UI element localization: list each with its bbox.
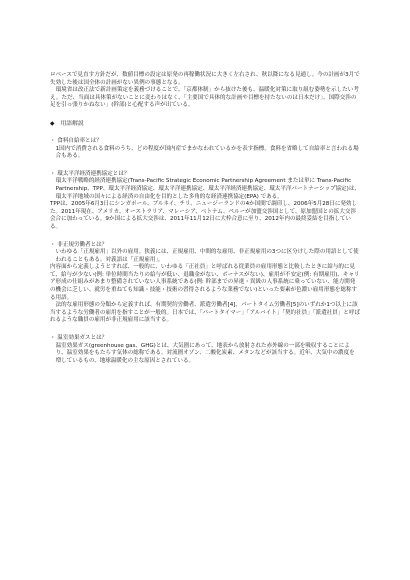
term-heading: ・ 環太平洋経済連携協定とは？ (50, 170, 130, 177)
term-body-content: 内容面から定義しようとすれば、一般的に、いわゆる「正社員」と呼ばれる従業員の雇用形態と比較したときに給与的に見て、給与が少ない(例: 単位時間当たりの給与が低い、退職金がない、ボーナスがない)、雇用が不安定(例: 有期雇用)、キャリア形成の仕組みがあまり整備されていない人事系統である(例: 幹部までの昇進・異級の人事系統に乗っていない、能力開発の機会に乏しい、就労を重ねても知識・技能・技術の習得されるような業務でない)といった要素が色濃い雇用形態を総称する用語。 (50, 264, 360, 301)
term-definition: 環太平洋戦略的経済連携協定(Trans-Pacific Strategic Economic Partnership Agreement または単に Trans-Pacific Partnership、TPP、環太平洋経済協定、環太平洋連携協定、環太平洋経済連携協定、環太平洋パートナーシップ協定)は、環太平洋地域の国々による経済の自由化を目的とした多角的な経済連携協定(EPA) である。 (55, 178, 360, 200)
section-heading (50, 120, 360, 128)
term-body-legal: 法的な雇用形態の分類から定義すれば、有期契約労働者、派遣労働者[4]、パートタイム労働者[5]のいずれか1つ以上に該当するような労働者の雇用を指すことが一般的。日本では、「パートタイマー」「アルバイト」「契約社員」「派遣社員」と呼ばれるような職員の雇用が非正規雇用に該当する。 (50, 302, 360, 324)
term-body: TPPは、2005年6月3日にシンガポール、ブルネイ、チリ、ニュージーランドの4か国間で調印し、2006年5月28日に発効した。2011年現在、アメリカ、オーストラリア、マレーシア、ベトナム、ペルーが加盟交渉国として、原加盟国との拡大交渉会合に加わっている。9か国による拡大交渉は、2011年11月12日に大枠合意に至り、2012年内の最終妥結を目指している。 (50, 201, 358, 230)
intro-paragraph-1: ロベースで見直す方針だが、数値目標の設定は原発の再稼働状況に大きく左右され、秋以降になる見通し。今の計画が3月で失効した後は国全体の計画がない異例の事態となる。 (50, 72, 360, 86)
term-greenhouse-gas (50, 335, 360, 365)
term-heading: ・ 食料自給率とは？ (50, 137, 102, 144)
term-non-regular-worker (50, 242, 360, 326)
term-heading: ・ 非正規労働者とは？ (50, 241, 108, 248)
term-heading: ・ 温室効果ガスとは？ (50, 335, 108, 342)
term-tpp (50, 171, 360, 232)
term-food-self-sufficiency (50, 138, 360, 161)
term-body: 温室効果ガス(greenhouse gas、GHG)とは、大気圏にあって、地表から放射された赤外線の一部を吸収することにより、温室効果をもたらす気体の総称である。対流圏オゾン、二酸化炭素、メタンなどが該当する。近年、大気中の濃度を増しているもの、地球温暖化の主な原因とされている。 (55, 342, 355, 364)
diamond-bullet-icon: ◆ (50, 120, 55, 127)
section-title: 用語解説 (60, 120, 84, 127)
term-definition: いわゆる「正規雇用」以外の雇用。狭義には、正規雇用、中間的な雇用、非正規雇用の3つに区分けした際の用語として使われることもある。対義語は「正規雇用」。 (55, 249, 359, 263)
term-body: 1国内で消費される食料のうち、どの程度が国内産でまかなわれているかを表す指標。食料を省略して自給率と言われる場合もある。 (55, 145, 359, 160)
intro-paragraph-2: 環境省は改正法で新計画策定を義務づけることで、「京都体制」から抜けた後も、温暖化対策に取り組む姿勢を示したい考え。ただ、当面は具体策がないことに変わりはなく、「主要国で具体的な計画や目標を持たないのは日本だけ」、国際交渉の足を引っ張りかねない」(幹部)と心配する声が出ている。 (50, 87, 359, 109)
